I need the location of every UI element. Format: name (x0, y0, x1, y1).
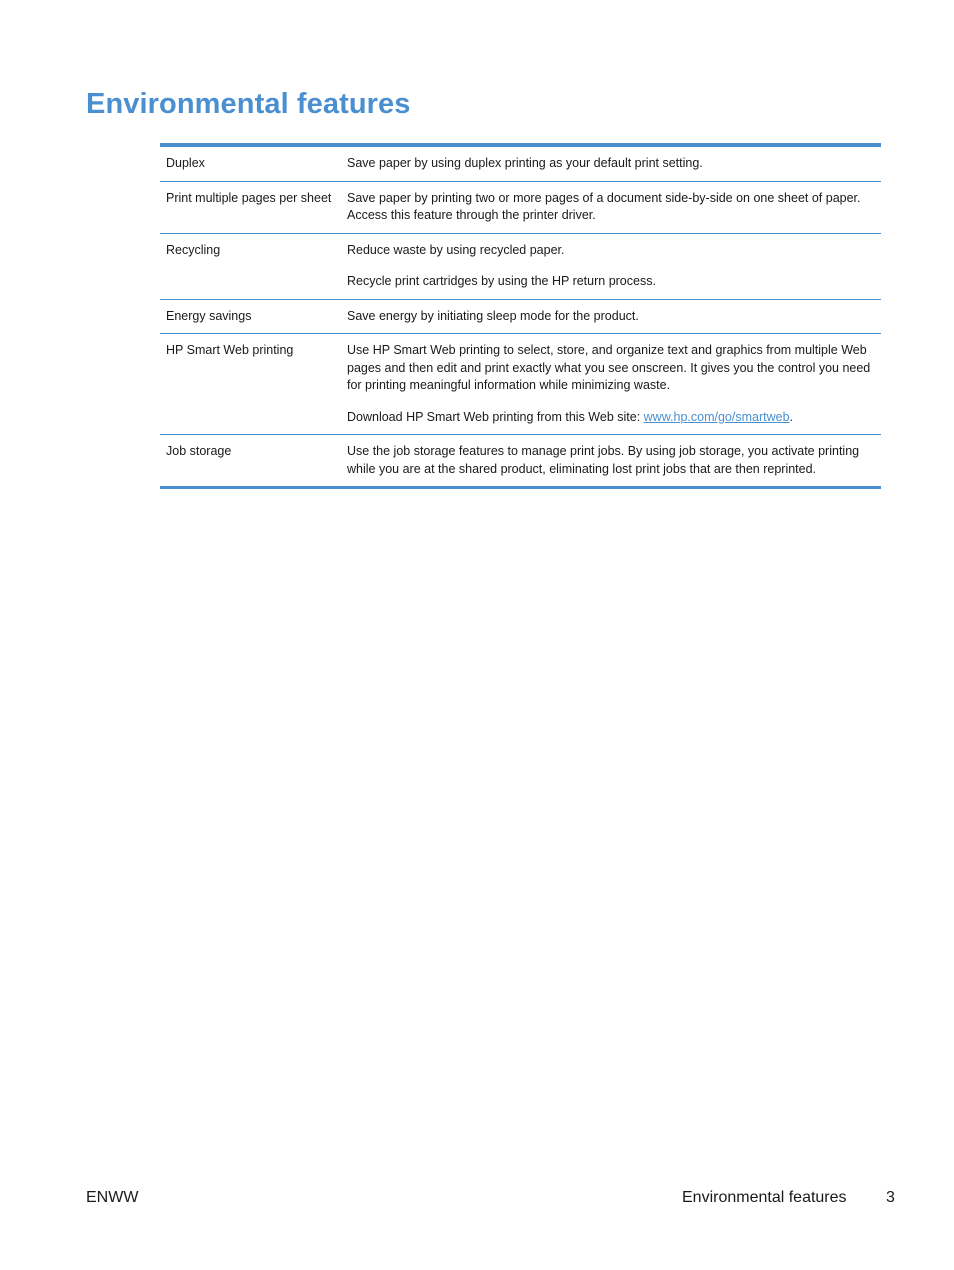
smartweb-link[interactable]: www.hp.com/go/smartweb (643, 409, 790, 424)
feature-name: HP Smart Web printing (160, 334, 341, 435)
feature-description (341, 299, 881, 334)
feature-description (341, 435, 881, 488)
description-paragraph: Save energy by initiating sleep mode for the product. (347, 308, 639, 323)
feature-name: Duplex (166, 156, 205, 170)
table-row (160, 145, 881, 181)
description-paragraph: Recycle print cartridges by using the HP return process. (347, 274, 656, 288)
feature-name: Energy savings (160, 299, 341, 334)
feature-description (341, 233, 881, 299)
download-suffix: . (789, 409, 794, 424)
table-row (160, 181, 881, 233)
feature-name: Job storage (160, 435, 341, 488)
download-text: Download HP Smart Web printing from this Web site: (347, 409, 644, 424)
table-row (160, 299, 881, 334)
table-row (160, 435, 881, 488)
feature-description (341, 145, 881, 181)
download-paragraph (347, 409, 875, 427)
table-row (160, 233, 881, 299)
page-title: Environmental features (86, 88, 411, 120)
table-row (160, 334, 881, 435)
feature-description (341, 181, 881, 233)
footer-page-number: 3 (886, 1189, 895, 1206)
feature-name: Recycling (160, 233, 341, 299)
footer-locale-code: ENWW (86, 1189, 139, 1206)
features-table (160, 143, 881, 489)
description-paragraph: Reduce waste by using recycled paper. (347, 242, 565, 257)
feature-name: Print multiple pages per sheet (160, 181, 341, 233)
feature-description (341, 334, 881, 435)
description-paragraph: Save paper by printing two or more pages of a document side-by-side on one sheet of paper. Access this feature through the printer driver. (347, 190, 861, 222)
footer-section-title: Environmental features (682, 1189, 847, 1206)
description-paragraph: Use the job storage features to manage print jobs. By using job storage, you activate printing while you are at the shared product, eliminating lost print jobs that are then reprinted. (347, 444, 860, 476)
description-paragraph: Use HP Smart Web printing to select, store, and organize text and graphics from multiple Web pages and then edit and print exactly what you see onscreen. It gives you the control you need for printing meaningful information while minimizing waste. (347, 343, 871, 392)
description-paragraph: Save paper by using duplex printing as your default print setting. (347, 156, 703, 170)
